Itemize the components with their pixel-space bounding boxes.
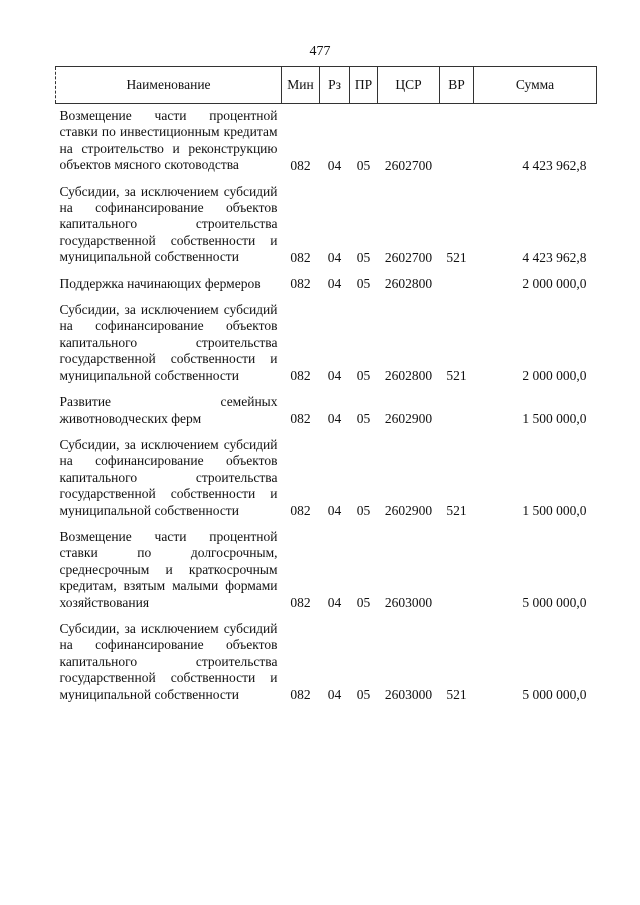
- cell-min: 082: [290, 368, 311, 384]
- cell-vr: 521: [446, 368, 467, 384]
- cell-csr: 2602800: [384, 368, 433, 384]
- cell-name: Возмещение части процентной ставки по долгосрочным, среднесрочным и краткосрочным кредитам, взятым малыми формами хозяйствования: [59, 528, 278, 610]
- header-csr: ЦСР: [378, 67, 440, 104]
- cell-sum: 2 000 000,0: [522, 368, 587, 384]
- page-number: 477: [309, 44, 331, 59]
- cell-rz: 04: [327, 502, 342, 518]
- cell-min: 082: [290, 594, 311, 610]
- cell-pr: 05: [356, 502, 371, 518]
- cell-min: 082: [290, 249, 311, 265]
- table-row: [56, 617, 597, 709]
- cell-sum: 5 000 000,0: [522, 687, 587, 702]
- cell-rz: 04: [327, 594, 342, 610]
- cell-rz: 04: [327, 157, 342, 173]
- cell-name: Субсидии, за исключением субсидий на софинансирование объектов капитального строительства государственной собственности и муниципальной собственности: [59, 620, 278, 702]
- cell-min: 082: [290, 276, 311, 292]
- cell-csr: 2602800: [384, 276, 433, 292]
- cell-pr: 05: [356, 687, 371, 702]
- cell-name: Развитие семейных животноводческих ферм: [59, 394, 278, 426]
- cell-pr: 05: [356, 368, 371, 384]
- cell-vr: [440, 272, 474, 298]
- table-row: [56, 433, 597, 525]
- cell-csr: 2602700: [384, 157, 433, 173]
- cell-rz: 04: [327, 249, 342, 265]
- cell-min: 082: [290, 502, 311, 518]
- table-row: [56, 272, 597, 298]
- cell-csr: 2603000: [384, 594, 433, 610]
- table-row: [56, 298, 597, 390]
- cell-sum: 4 423 962,8: [522, 249, 587, 265]
- cell-pr: 05: [356, 594, 371, 610]
- cell-name: Субсидии, за исключением субсидий на софинансирование объектов капитального строительства государственной собственности и муниципальной собственности: [59, 302, 278, 383]
- cell-sum: 2 000 000,0: [522, 276, 587, 292]
- table-row: [56, 180, 597, 272]
- cell-vr: 521: [446, 687, 467, 702]
- cell-pr: 05: [356, 276, 371, 292]
- cell-csr: 2602700: [384, 249, 433, 265]
- cell-vr: [440, 390, 474, 433]
- cell-rz: 04: [327, 368, 342, 384]
- cell-rz: 04: [327, 410, 342, 426]
- cell-name: Субсидии, за исключением субсидий на софинансирование объектов капитального строительства государственной собственности и муниципальной собственности: [59, 183, 278, 265]
- header-name: Наименование: [56, 67, 282, 104]
- header-vr: ВР: [440, 67, 474, 104]
- cell-min: 082: [290, 410, 311, 426]
- cell-csr: 2602900: [384, 502, 433, 518]
- header-sum: Сумма: [474, 67, 597, 104]
- cell-vr: 521: [446, 502, 467, 518]
- cell-min: 082: [290, 687, 311, 702]
- cell-rz: 04: [327, 687, 342, 702]
- cell-name: Субсидии, за исключением субсидий на софинансирование объектов капитального строительства государственной собственности и муниципальной собственности: [59, 436, 278, 518]
- cell-pr: 05: [356, 157, 371, 173]
- cell-min: 082: [290, 157, 311, 173]
- header-pr: ПР: [350, 67, 378, 104]
- cell-name: Поддержка начинающих фермеров: [59, 275, 261, 291]
- table-row: [56, 525, 597, 617]
- cell-sum: 1 500 000,0: [522, 410, 587, 426]
- cell-csr: 2602900: [384, 410, 433, 426]
- cell-sum: 4 423 962,8: [522, 157, 587, 173]
- table-row: [56, 104, 597, 180]
- budget-table: [55, 66, 597, 709]
- cell-pr: 05: [356, 249, 371, 265]
- header-min: Мин: [282, 67, 320, 104]
- header-rz: Рз: [320, 67, 350, 104]
- cell-csr: 2603000: [384, 687, 433, 702]
- cell-vr: [440, 104, 474, 180]
- cell-vr: [440, 525, 474, 617]
- table-row: [56, 390, 597, 433]
- table-header-row: [56, 67, 597, 104]
- cell-sum: 5 000 000,0: [522, 594, 587, 610]
- cell-sum: 1 500 000,0: [522, 502, 587, 518]
- cell-vr: 521: [446, 249, 467, 265]
- cell-name: Возмещение части процентной ставки по инвестиционным кредитам на строительство и реконструкцию объектов мясного скотоводства: [59, 108, 278, 173]
- cell-pr: 05: [356, 410, 371, 426]
- cell-rz: 04: [327, 276, 342, 292]
